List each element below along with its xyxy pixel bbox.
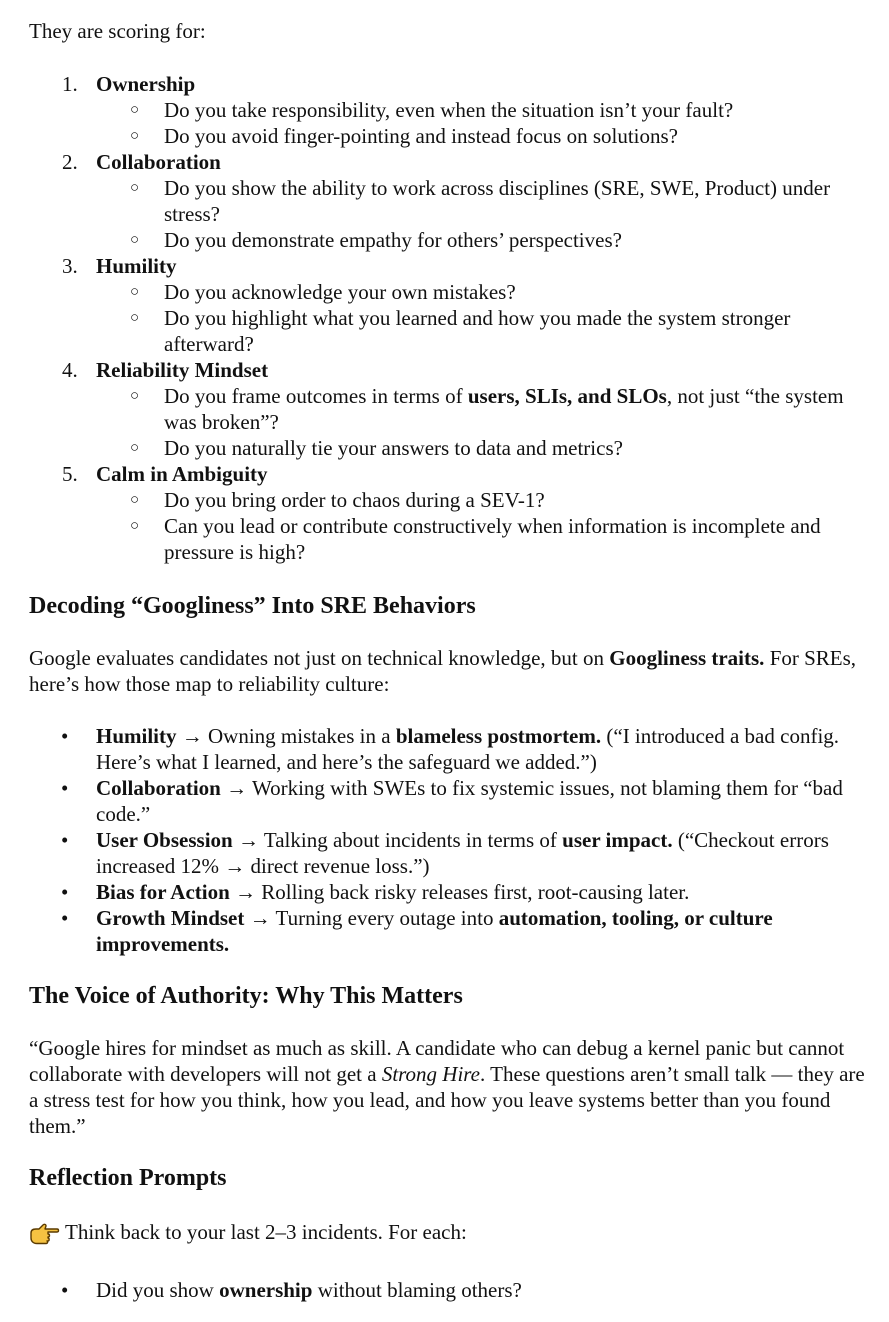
criterion-calm-in-ambiguity — [29, 461, 869, 565]
section-heading-decoding: Decoding “Googliness” Into SRE Behaviors — [29, 593, 476, 619]
circle-bullet-icon: ○ — [130, 128, 140, 144]
criterion-humility — [29, 253, 869, 357]
criterion-number: 2. — [62, 150, 78, 174]
bullet-icon: • — [61, 724, 69, 748]
reflection-prompt-text: Think back to your last 2–3 incidents. For each: — [65, 1220, 467, 1244]
behavior-item: • Collaboration → Working with SWEs to fix systemic issues, not blaming them for “bad code.” — [61, 776, 843, 826]
intro-text: They are scoring for: — [29, 19, 206, 43]
bullet-icon: • — [61, 776, 69, 800]
behavior-item: • Growth Mindset → Turning every outage into automation, tooling, or culture improvements. — [61, 906, 773, 956]
behavior-item: • User Obsession → Talking about incidents in terms of user impact. (“Checkout errors increased 12% → direct revenue loss.”) — [61, 828, 829, 878]
reflection-questions-list — [29, 1277, 869, 1303]
reflection-question-item: • Did you show ownership without blaming others? — [61, 1278, 522, 1302]
criterion-number: 3. — [62, 254, 78, 278]
criterion-title: Humility — [96, 254, 177, 278]
pointing-hand-icon — [29, 1221, 63, 1251]
question-item: ○ Do you show the ability to work across disciplines (SRE, SWE, Product) under stress? — [130, 176, 831, 226]
decoding-paragraph: Google evaluates candidates not just on technical knowledge, but on Googliness traits. For SREs, here’s how those map to reliability culture: — [29, 646, 857, 696]
criterion-number: 1. — [62, 72, 78, 96]
bullet-icon: • — [61, 906, 69, 930]
criterion-questions — [96, 175, 869, 253]
circle-bullet-icon: ○ — [130, 232, 140, 248]
question-item: ○ Do you avoid finger-pointing and instead focus on solutions? — [130, 124, 678, 148]
section-heading-reflection: Reflection Prompts — [29, 1165, 227, 1191]
criterion-questions — [96, 487, 869, 565]
circle-bullet-icon: ○ — [130, 388, 140, 404]
circle-bullet-icon: ○ — [130, 180, 140, 196]
voice-quote: “Google hires for mindset as much as skill. A candidate who can debug a kernel panic but cannot collaborate with developers will not get a Strong Hire. These questions aren’t small talk — they are a stress test for how you think, how you lead, and how you leave systems better than you found them.” — [29, 1036, 865, 1138]
criterion-questions — [96, 383, 869, 461]
criterion-questions — [96, 279, 869, 357]
question-item: ○ Do you highlight what you learned and how you made the system stronger afterward? — [130, 306, 791, 356]
criterion-number: 4. — [62, 358, 78, 382]
question-item: ○ Do you acknowledge your own mistakes? — [130, 280, 516, 304]
criterion-collaboration — [29, 149, 869, 253]
criterion-title: Collaboration — [96, 150, 221, 174]
googliness-behaviors-list — [29, 723, 869, 957]
behavior-item: • Humility → Owning mistakes in a blameless postmortem. (“I introduced a bad config. Here’s what I learned, and here’s the safeguard we added.”) — [61, 724, 840, 774]
bullet-icon: • — [61, 1278, 69, 1302]
circle-bullet-icon: ○ — [130, 102, 140, 118]
criterion-number: 5. — [62, 462, 78, 486]
criterion-reliability-mindset — [29, 357, 869, 461]
bullet-icon: • — [61, 880, 69, 904]
circle-bullet-icon: ○ — [130, 440, 140, 456]
circle-bullet-icon: ○ — [130, 284, 140, 300]
question-item: ○ Do you frame outcomes in terms of users, SLIs, and SLOs, not just “the system was broken”? — [130, 384, 844, 434]
section-heading-voice: The Voice of Authority: Why This Matters — [29, 983, 463, 1009]
behavior-item: • Bias for Action → Rolling back risky releases first, root-causing later. — [61, 880, 690, 904]
criterion-questions — [96, 97, 869, 149]
circle-bullet-icon: ○ — [130, 310, 140, 326]
bullet-icon: • — [61, 828, 69, 852]
criterion-ownership — [29, 71, 869, 149]
scoring-criteria-list — [29, 71, 869, 565]
criterion-title: Ownership — [96, 72, 196, 96]
circle-bullet-icon: ○ — [130, 518, 140, 534]
question-item: ○ Do you take responsibility, even when the situation isn’t your fault? — [130, 98, 734, 122]
criterion-title: Reliability Mindset — [96, 358, 269, 382]
question-item: ○ Do you bring order to chaos during a SEV-1? — [130, 488, 545, 512]
criterion-title: Calm in Ambiguity — [96, 462, 268, 486]
question-item: ○ Do you demonstrate empathy for others’ perspectives? — [130, 228, 622, 252]
reflection-prompt — [29, 1219, 869, 1251]
circle-bullet-icon: ○ — [130, 492, 140, 508]
question-item: ○ Can you lead or contribute constructively when information is incomplete and pressure is high? — [130, 514, 821, 564]
question-item: ○ Do you naturally tie your answers to data and metrics? — [130, 436, 623, 460]
